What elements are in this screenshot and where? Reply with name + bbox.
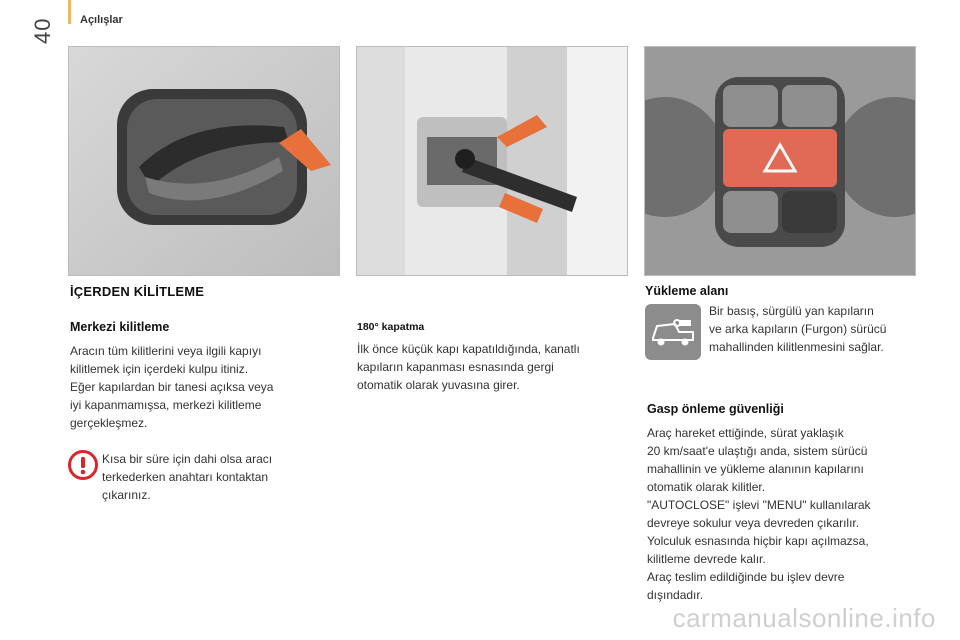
loading-area-heading: Yükleme alanı (645, 284, 729, 298)
central-locking-heading: Merkezi kilitleme (70, 320, 170, 334)
page-title: İÇERDEN KİLİTLEME (70, 284, 205, 299)
anti-theft-body: Araç hareket ettiğinde, sürat yaklaşık 20 km/saat'e ulaştığı anda, sistem sürücü mahallinin ve yükleme alanının kapılarını otomatik olarak kilitler. "AUTOCLOSE" işlevi "MENU" kullanılarak devreye sokulur veya devreden çıkarılır. Yolculuk esnasında hiçbir kapı açılmazsa, kilitleme devrede kalır. Araç teslim edildiğinde bu işlev devre dışındadır. (647, 426, 871, 602)
dashboard-switch-photo (644, 46, 916, 276)
page-number: 40 (30, 17, 55, 44)
door-strap-photo (356, 46, 628, 276)
warning-body: Kısa bir süre için dahi olsa aracı terkederken anahtarı kontaktan çıkarınız. (102, 452, 273, 502)
closing-180-body: İlk önce küçük kapı kapatıldığında, kanatlı kapıların kapanması esnasında gergi otomatik olarak yuvasına girer. (357, 342, 580, 392)
van-lock-icon (645, 304, 701, 360)
door-handle-photo (68, 46, 340, 276)
closing-180-heading: 180° kapatma (357, 321, 425, 333)
watermark: carmanualsonline.info (672, 603, 936, 633)
loading-area-body: Bir basış, sürgülü yan kapıların ve arka kapıların (Furgon) sürücü mahallinden kilitlenmesini sağlar. (709, 304, 887, 354)
anti-theft-heading: Gasp önleme güvenliği (647, 402, 784, 416)
section-label: Açılışlar (80, 14, 123, 26)
section-accent-bar (68, 0, 71, 24)
central-locking-body: Aracın tüm kilitlerini veya ilgili kapıyı kilitlemek için içerdeki kulpu itiniz. Eğer kapılardan bir tanesi açıksa veya iyi kapanmamışsa, merkezi kilitleme gerçekleşmez. (70, 344, 274, 430)
exclamation-warning-icon (68, 450, 98, 480)
